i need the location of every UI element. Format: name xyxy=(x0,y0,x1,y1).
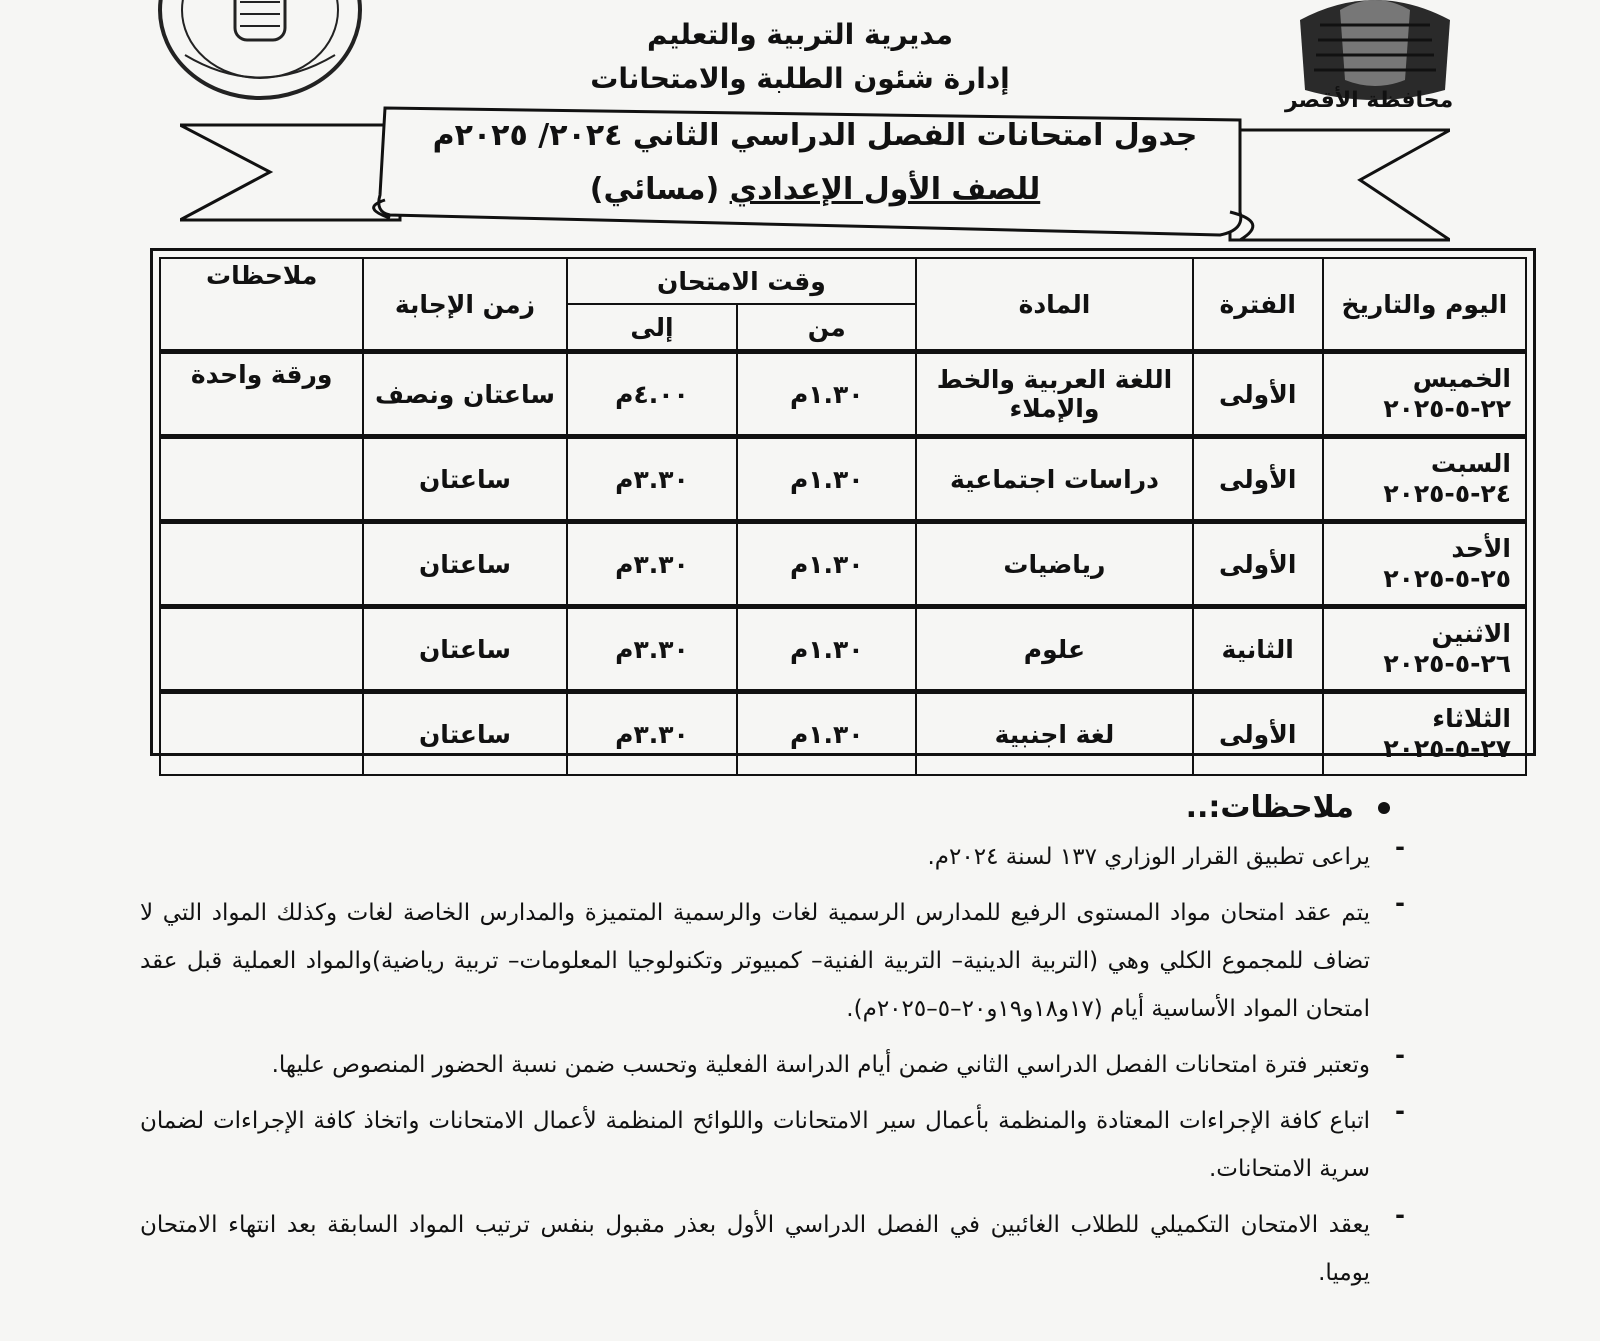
exam-date: ٢٦-٥-٢٠٢٥ xyxy=(1383,649,1511,678)
header-answer-time: زمن الإجابة xyxy=(363,258,566,352)
from-time-cell: ١.٣٠م xyxy=(737,607,916,692)
header-to: إلى xyxy=(567,304,738,352)
subject-cell: اللغة العربية والخط والإملاء xyxy=(916,352,1192,437)
governorate-name: محافظة الأقصر xyxy=(1285,88,1454,113)
header-notes: ملاحظات xyxy=(160,258,363,352)
day-date-cell xyxy=(1323,522,1526,607)
note-text: يراعى تطبيق القرار الوزاري ١٣٧ لسنة ٢٠٢٤م. xyxy=(927,844,1370,870)
exam-schedule-table-frame xyxy=(150,248,1536,763)
note-cell xyxy=(160,607,363,692)
list-item xyxy=(140,1097,1430,1193)
day-name: السبت xyxy=(1430,449,1511,478)
note-text: يتم عقد امتحان مواد المستوى الرفيع للمدارس الرسمية لغات والرسمية المتميزة والمدارس الخاصة لغات وكذلك المواد التي لا تضاف للمجموع الكلي وهي (التربية الدينية– التربية الفنية– كمبيوتر وتكنولوجيا المعلومات– تربية رياضية)والمواد العملية قبل عقد امتحان المواد الأساسية أيام (١٧و١٨و١٩و٢٠–٥–٢٠٢٥م). xyxy=(140,900,1370,1022)
notes-heading: ملاحظات:.. xyxy=(1185,790,1354,825)
header-from: من xyxy=(737,304,916,352)
exam-date: ٢٢-٥-٢٠٢٥ xyxy=(1383,394,1511,423)
list-item xyxy=(140,889,1430,1033)
exam-schedule-table xyxy=(159,257,1527,776)
notes-heading-row xyxy=(140,790,1390,825)
duration-cell: ساعتان ونصف xyxy=(363,352,566,437)
to-time-cell: ٣.٣٠م xyxy=(567,692,738,776)
from-time-cell: ١.٣٠م xyxy=(737,522,916,607)
notes-section xyxy=(140,790,1430,1297)
to-time-cell: ٣.٣٠م xyxy=(567,522,738,607)
subject-cell: دراسات اجتماعية xyxy=(916,437,1192,522)
to-time-cell: ٤.٠٠م xyxy=(567,352,738,437)
period-cell: الأولى xyxy=(1193,522,1323,607)
dash-icon: - xyxy=(1395,833,1405,861)
to-time-cell: ٣.٣٠م xyxy=(567,437,738,522)
day-name: الاثنين xyxy=(1431,619,1511,648)
session-label: (مسائي) xyxy=(589,172,720,207)
header-day-date: اليوم والتاريخ xyxy=(1323,258,1526,352)
day-date-cell xyxy=(1323,437,1526,522)
table-header-row xyxy=(160,258,1526,304)
period-cell: الأولى xyxy=(1193,692,1323,776)
department-name: إدارة شئون الطلبة والامتحانات xyxy=(590,62,1010,95)
list-item xyxy=(140,1201,1430,1297)
note-cell xyxy=(160,437,363,522)
to-time-cell: ٣.٣٠م xyxy=(567,607,738,692)
grade-label: للصف الأول الإعدادي xyxy=(729,172,1041,207)
dash-icon: - xyxy=(1395,1201,1405,1229)
table-row xyxy=(160,692,1526,776)
day-name: الأحد xyxy=(1451,534,1511,563)
duration-cell: ساعتان xyxy=(363,607,566,692)
schedule-title: جدول امتحانات الفصل الدراسي الثاني ٢٠٢٤/ ٢٠٢٥م xyxy=(432,118,1198,153)
dash-icon: - xyxy=(1395,1041,1405,1069)
directorate-name: مديرية التربية والتعليم xyxy=(647,18,953,51)
day-name: الثلاثاء xyxy=(1432,704,1511,733)
day-name: الخميس xyxy=(1412,364,1511,393)
note-cell: ورقة واحدة xyxy=(160,352,363,437)
duration-cell: ساعتان xyxy=(363,692,566,776)
bullet-icon xyxy=(1378,802,1390,814)
note-text: يعقد الامتحان التكميلي للطلاب الغائبين في الفصل الدراسي الأول بعذر مقبول بنفس ترتيب المواد السابقة بعد انتهاء الامتحان يوميا. xyxy=(140,1212,1370,1286)
note-text: وتعتبر فترة امتحانات الفصل الدراسي الثاني ضمن أيام الدراسة الفعلية وتحسب ضمن نسبة الحضور المنصوص عليها. xyxy=(271,1052,1370,1078)
table-row xyxy=(160,352,1526,437)
day-date-cell xyxy=(1323,607,1526,692)
period-cell: الأولى xyxy=(1193,352,1323,437)
header-subject: المادة xyxy=(916,258,1192,352)
day-date-cell xyxy=(1323,692,1526,776)
schedule-subtitle xyxy=(380,172,1250,207)
table-row xyxy=(160,607,1526,692)
header-period: الفترة xyxy=(1193,258,1323,352)
subject-cell: رياضيات xyxy=(916,522,1192,607)
from-time-cell: ١.٣٠م xyxy=(737,692,916,776)
exam-date: ٢٥-٥-٢٠٢٥ xyxy=(1383,564,1511,593)
period-cell: الأولى xyxy=(1193,437,1323,522)
list-item xyxy=(140,1041,1430,1089)
header-exam-time: وقت الامتحان xyxy=(567,258,917,304)
dash-icon: - xyxy=(1395,1097,1405,1125)
dash-icon: - xyxy=(1395,889,1405,917)
note-cell xyxy=(160,522,363,607)
from-time-cell: ١.٣٠م xyxy=(737,352,916,437)
duration-cell: ساعتان xyxy=(363,437,566,522)
subject-cell: لغة اجنبية xyxy=(916,692,1192,776)
duration-cell: ساعتان xyxy=(363,522,566,607)
subject-cell: علوم xyxy=(916,607,1192,692)
day-date-cell xyxy=(1323,352,1526,437)
note-cell xyxy=(160,692,363,776)
exam-date: ٢٧-٥-٢٠٢٥ xyxy=(1383,734,1511,763)
from-time-cell: ١.٣٠م xyxy=(737,437,916,522)
period-cell: الثانية xyxy=(1193,607,1323,692)
list-item xyxy=(140,833,1430,881)
exam-date: ٢٤-٥-٢٠٢٥ xyxy=(1383,479,1511,508)
table-row xyxy=(160,522,1526,607)
note-text: اتباع كافة الإجراءات المعتادة والمنظمة بأعمال سير الامتحانات واللوائح المنظمة لأعمال الامتحانات واتخاذ كافة الإجراءات لضمان سرية الامتحانات. xyxy=(140,1108,1370,1182)
table-row xyxy=(160,437,1526,522)
